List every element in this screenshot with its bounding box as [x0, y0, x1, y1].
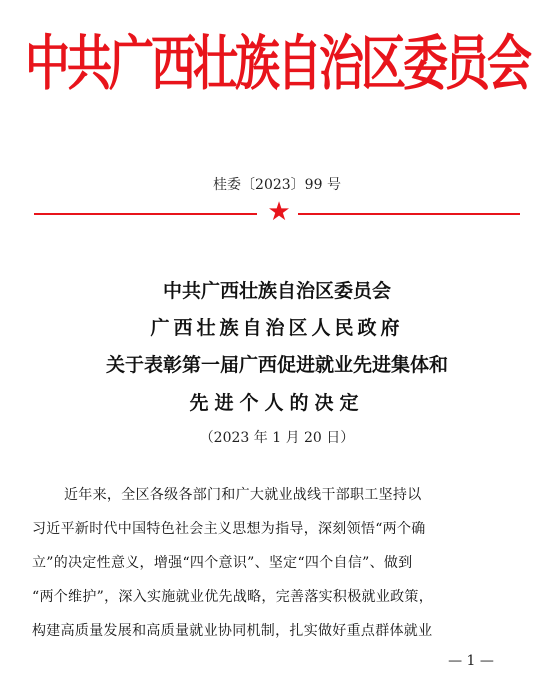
title-line-1: 中共广西壮族自治区委员会	[162, 280, 391, 302]
body-line: 习近平新时代中国特色社会主义思想为指导，深刻领悟“两个确	[32, 521, 426, 537]
title-line-2: 广西壮族自治区人民政府	[150, 317, 404, 339]
document-number: 桂委〔2023〕99 号	[213, 177, 341, 193]
star-icon: ★	[267, 197, 291, 227]
masthead: 中共广西壮族自治区委员会	[24, 28, 529, 99]
document-date: （2023 年 1 月 20 日）	[199, 430, 355, 446]
title-line-4: 先进个人的决定	[189, 392, 365, 414]
divider-rule-left	[34, 213, 257, 215]
body-line: 近年来，全区各级各部门和广大就业战线干部职工坚持以	[64, 487, 422, 503]
body-line: 立”的决定性意义，增强“四个意识”、坚定“四个自信”、做到	[32, 555, 413, 571]
title-line-3: 关于表彰第一届广西促进就业先进集体和	[105, 354, 448, 376]
divider-rule-right	[298, 213, 520, 215]
body-line: 构建高质量发展和高质量就业协同机制，扎实做好重点群体就业	[32, 623, 433, 639]
page-number: — 1 —	[448, 653, 494, 669]
body-line: “两个维护”，深入实施就业优先战略，完善落实积极就业政策，	[32, 589, 434, 605]
